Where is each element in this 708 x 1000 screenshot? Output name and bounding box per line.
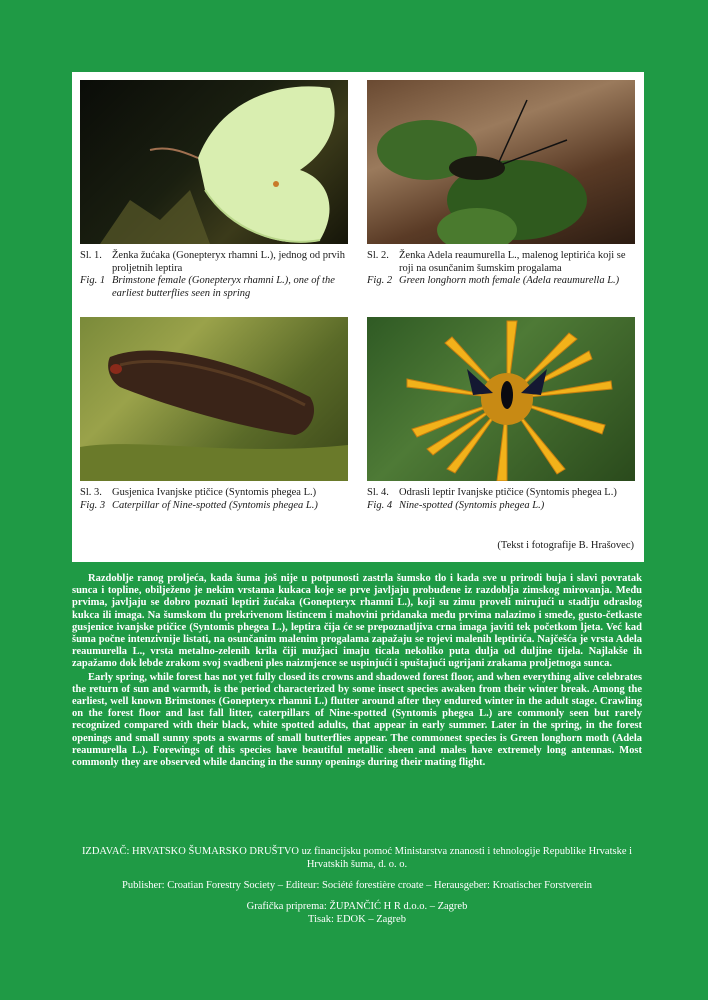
- fig-label: Fig. 2: [367, 275, 393, 286]
- photo-credit: (Tekst i fotografije B. Hrašovec): [497, 540, 634, 551]
- fig-text: Caterpillar of Nine-spotted (Syntomis phegea L.): [112, 499, 318, 511]
- caption-figure-4: [367, 487, 635, 512]
- fig-label: Fig. 1: [80, 275, 106, 286]
- fig-text: Brimstone female (Gonepteryx rhamni L.), one of the earliest butterflies seen in spring: [112, 275, 335, 299]
- sl-label: Sl. 3.: [80, 487, 102, 498]
- fig-label: Fig. 4: [367, 499, 393, 511]
- publisher-multilingual: Publisher: Croatian Forestry Society – Editeur: Société forestière croate – Herausgeber: Kroatischer Forstverein: [121, 880, 593, 891]
- photo-panel: [72, 72, 644, 562]
- paragraph-croatian: Razdoblje ranog proljeća, kada šuma još nije u potpunosti zastrla šumsko tlo i kada sve u prirodi buja i slavi povratak sunca i topline, obilježeno je nekim vrstama kukaca koje se prve javljaju probuđene iz razdoblja zimskog mirovanja. Među prvima, javljaju se dobro poznati leptiri žućaka (Gonepteryx rhamni L.), koji su zimu proveli mirujući u stadiju odraslog kukca ili imaga. Na šumskom tlu prekrivenom listincem i mahovini pridanaka među prvima nalazimo i smeđe, gusto-četkaste gusjenice ivanjske ptičice (Syntomis phegea L.), leptira čija će se prepoznatljiva crna imaga javiti tek početkom ljeta. Već kad šuma počne intenzivnije listati, na osunčanim malenim progalama zapažaju se rojevi malenih leptirića. Najčešća je vrsta Adela reaumurella L., vrsta metalno-zelenih krila čiji mužjaci imaju ticala nekoliko puta dulja od duljine tijela. Najlakše ih zapažamo dok lebde zrakom svoj svadbeni ples naizmjence se uspinjući i spuštajući ugrijani zrakama proljetnoga sunca.: [72, 573, 642, 670]
- graphic-design-credit: Grafička priprema: ŽUPANČIĆ H R d.o.o. – Zagreb: [246, 901, 468, 912]
- fig-label: Fig. 3: [80, 499, 106, 511]
- caption-figure-1: [80, 250, 348, 300]
- paragraph-english: Early spring, while forest has not yet fully closed its crowns and shadowed forest floor, and when everything alive celebrates the return of sun and warmth, is the period characterized by some insect species awaken from their winter break. Among the earliest, well known Brimstones (Gonepteryx rhamni L.) flutter around after they endured winter in the adult stage. Crawling on the forest floor and last fall litter, caterpillars of Nine-spotted (Syntomis phegea L.) are commonly seen but rarely recognized compared with their black, white spotted adults, that appear in early summer. Later in the spring, in the forest openings and small sunny spots a swarms of small butterflies appear. The commonest species is Green longhorn moth (Adela reaumurella L.). Forewings of this species have beautiful metallic sheen and males have extremely long antennas. Most commonly they are observed while dancing in the sunny openings during their mating flight.: [72, 671, 642, 769]
- sl-label: Sl. 4.: [367, 487, 389, 498]
- sl-text: Ženka Adela reaumurella L., malenog leptirića koji se roji na osunčanim šumskim progalama: [399, 250, 626, 274]
- printing-credit: Tisak: EDOK – Zagreb: [308, 914, 406, 925]
- sl-text: Gusjenica Ivanjske ptičice (Syntomis phegea L.): [112, 487, 317, 498]
- article-body: [72, 573, 642, 770]
- sl-text: Ženka žućaka (Gonepteryx rhamni L.), jednog od prvih proljetnih leptira: [112, 250, 345, 274]
- photo-nine-spotted-moth: [367, 317, 635, 481]
- caption-figure-3: [80, 487, 348, 512]
- publisher-croatian: IZDAVAČ: HRVATSKO ŠUMARSKO DRUŠTVO uz financijsku pomoć Ministarstva znanosti i tehnologije Republike Hrvatske i Hrvatskih šuma, d. o. o.: [81, 846, 633, 870]
- fig-text: Nine-spotted (Syntomis phegea L.): [399, 499, 545, 511]
- sl-label: Sl. 1.: [80, 250, 102, 261]
- sl-text: Odrasli leptir Ivanjske ptičice (Syntomis phegea L.): [399, 487, 617, 498]
- publisher-footer: [72, 845, 642, 926]
- photo-caterpillar: [80, 317, 348, 481]
- sl-label: Sl. 2.: [367, 250, 389, 261]
- fig-text: Green longhorn moth female (Adela reaumurella L.): [399, 275, 620, 286]
- photo-brimstone-butterfly: [80, 80, 348, 244]
- caption-figure-2: [367, 250, 635, 288]
- photo-longhorn-moth: [367, 80, 635, 244]
